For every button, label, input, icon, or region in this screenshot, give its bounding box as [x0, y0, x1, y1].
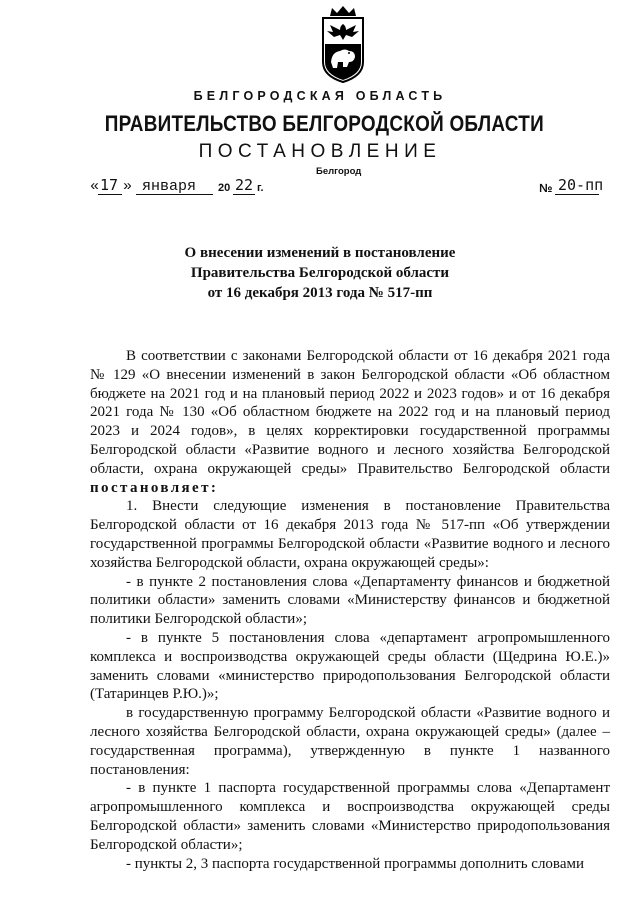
body-paragraph: 1. Внести следующие изменения в постановление Правительства Белгородской области от 16 декабря 2013 года № 517-пп «Об утверждении государственной программы Белгородской области «Развитие водного и лесного хозяйства Белгородской области, охрана окружающей среды»:	[90, 498, 610, 571]
number-underline	[555, 194, 599, 195]
body-paragraph: - пункты 2, 3 паспорта государственной программы дополнить словами	[126, 855, 584, 872]
date-year-unit: г.	[257, 182, 264, 194]
date-month: января	[142, 178, 197, 195]
body-paragraph: - в пункте 5 постановления слова «департамент агропромышленного комплекса и воспроизводства окружающей среды области (Щедрина Ю.Е.)» заменить словами «министерство природопользования Белгородской области (Татаринцев Р.Ю.)»;	[90, 629, 610, 703]
government-name: ПРАВИТЕЛЬСТВО БЕЛГОРОДСКОЙ ОБЛАСТИ	[104, 111, 544, 136]
document-number: 20-пп	[558, 176, 604, 194]
document-type: ПОСТАНОВЛЕНИЕ	[198, 141, 442, 162]
date-year-prefix: 20	[218, 182, 231, 194]
date-year-suffix: 22	[235, 176, 254, 194]
city-name: Белгород	[316, 166, 362, 177]
body-paragraph	[90, 347, 610, 497]
belgorod-coat-of-arms-icon	[318, 4, 368, 84]
date-and-number-line	[90, 176, 610, 200]
year-underline	[233, 194, 255, 195]
region-name: БЕЛГОРОДСКАЯ ОБЛАСТЬ	[193, 89, 447, 103]
title-line: О внесении изменений в постановление	[184, 245, 456, 261]
resolution-keyword: постановляет:	[90, 479, 219, 496]
body-paragraph: - в пункте 2 постановления слова «Департаменту финансов и бюджетной политики области» заменить словами «Министерству финансов и бюджетной политики Белгородской области»;	[90, 573, 610, 628]
document-title	[0, 243, 640, 303]
date-open-quote: «	[90, 178, 100, 195]
body-paragraph: в государственную программу Белгородской области «Развитие водного и лесного хозяйства Белгородской области, охрана окружающей среды» (далее – государственная программа), утвержденную в пункте 1 названного постановления:	[90, 705, 610, 778]
title-line: от 16 декабря 2013 года № 517-пп	[207, 285, 433, 301]
paragraph-text: В соответствии с законами Белгородской области от 16 декабря 2021 года № 129 «О внесении изменений в закон Белгородской области «Об областном бюджете на 2021 год и на плановый период 2022 и 2023 годов» и от 16 декабря 2021 года № 130 «Об областном бюджете на 2022 год и на плановый период 2023 и 2024 годов», в целях корректировки государственной программы Белгородской области «Развитие водного и лесного хозяйства Белгородской области, охрана окружающей среды» Правительство Белгородской области	[90, 348, 610, 477]
number-sign: №	[539, 181, 553, 195]
date-close-quote: »	[123, 178, 133, 195]
month-underline	[136, 194, 213, 195]
body-paragraph: - в пункте 1 паспорта государственной программы слова «Департамент агропромышленного комплекса и воспроизводства окружающей среды Белгородской области» заменить словами «Министерство природопользования Белгородской области»;	[90, 780, 610, 853]
day-underline	[98, 194, 122, 195]
document-body	[90, 347, 610, 873]
title-line: Правительства Белгородской области	[190, 265, 450, 281]
date-day: 17	[100, 176, 119, 194]
